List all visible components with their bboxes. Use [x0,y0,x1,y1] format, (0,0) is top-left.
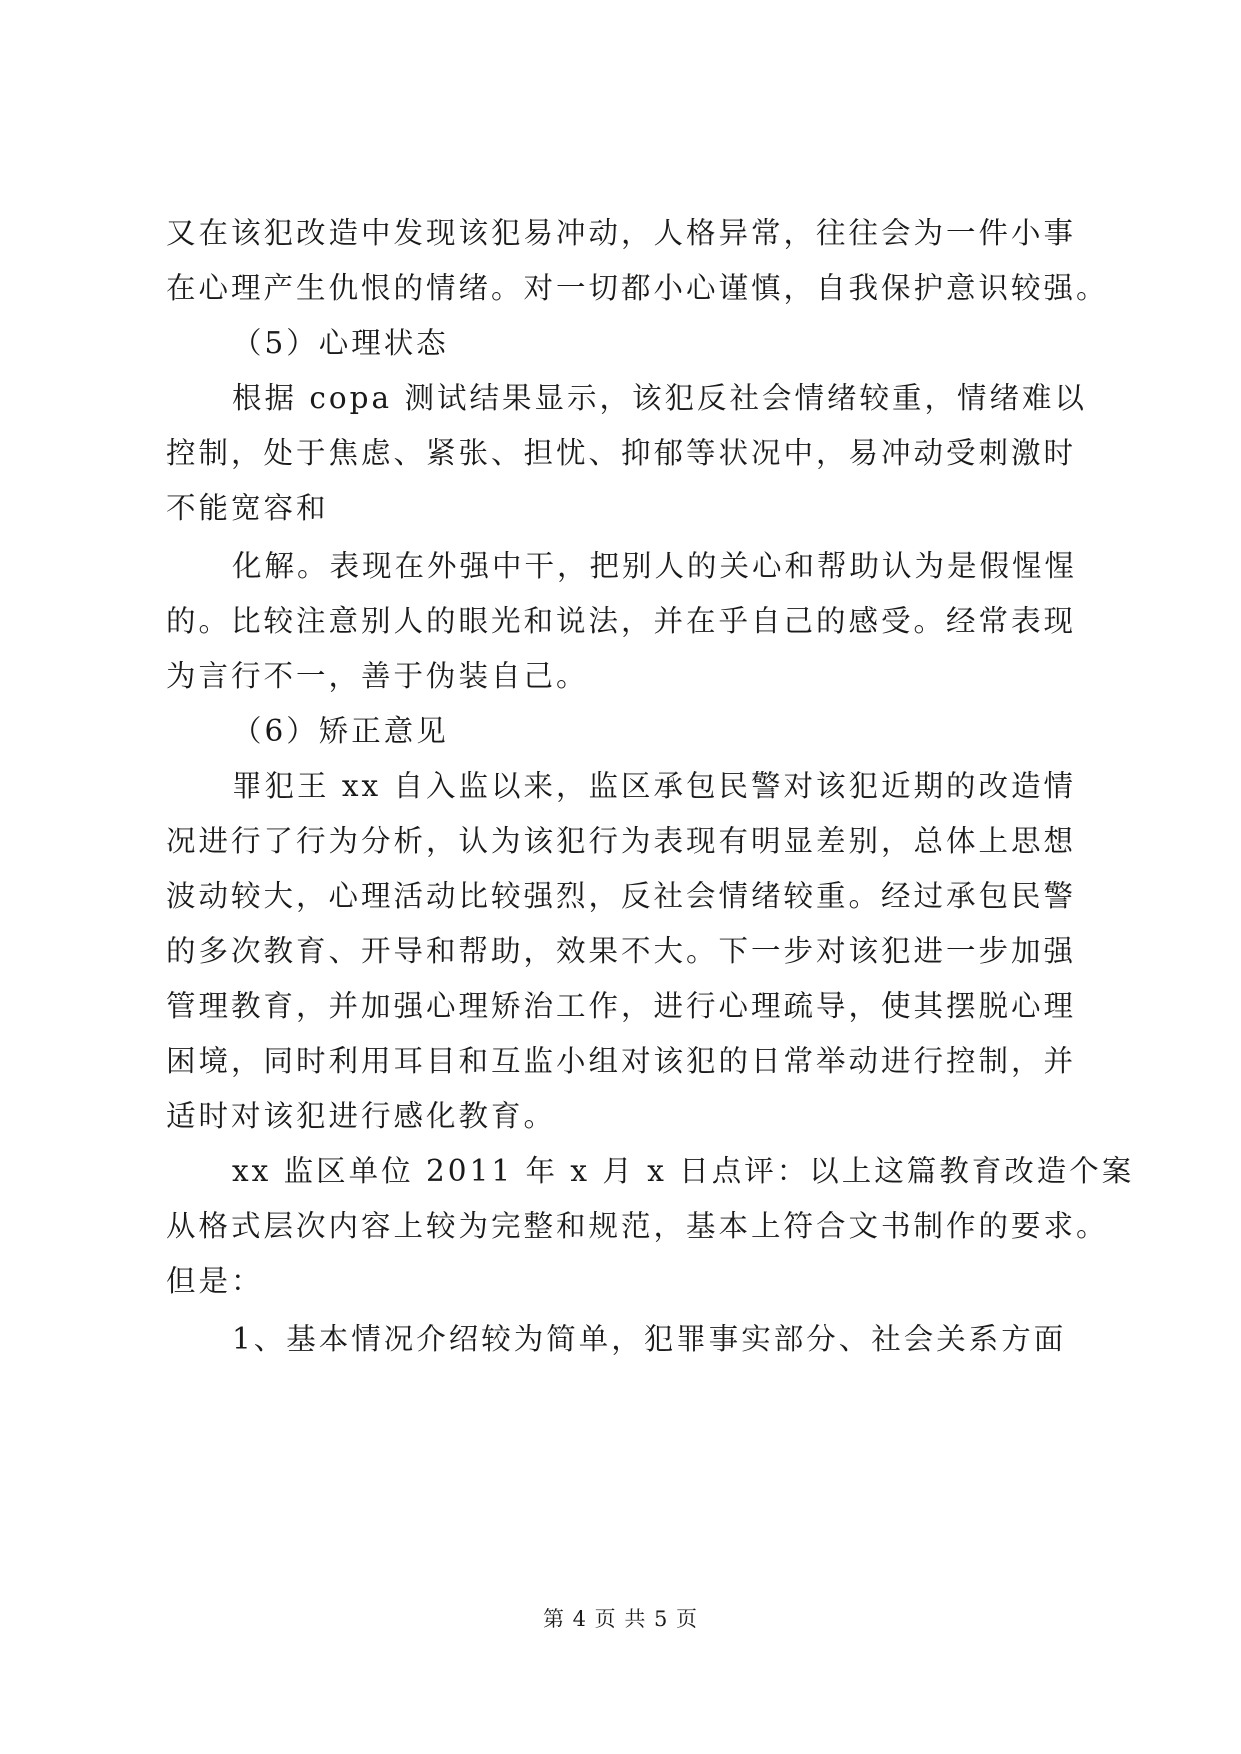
text-line: 况进行了行为分析，认为该犯行为表现有明显差别，总体上思想 [166,824,1077,858]
text-line: 但是： [166,1264,264,1298]
text-line: 1、基本情况介绍较为简单，犯罪事实部分、社会关系方面 [232,1322,1067,1356]
text-line: 为言行不一，善于伪装自己。 [166,659,589,693]
page-number-footer: 第 4 页 共 5 页 [542,1607,699,1631]
text-line: xx 监区单位 2011 年 x 月 x 日点评：以上这篇教育改造个案 [232,1154,1135,1188]
text-line: 从格式层次内容上较为完整和规范，基本上符合文书制作的要求。 [166,1209,1109,1243]
text-line: 罪犯王 xx 自入监以来，监区承包民警对该犯近期的改造情 [232,769,1077,803]
text-line: 又在该犯改造中发现该犯易冲动，人格异常，往往会为一件小事 [166,216,1077,250]
text-line: 困境，同时利用耳目和互监小组对该犯的日常举动进行控制，并 [166,1044,1077,1078]
text-line: 根据 copa 测试结果显示，该犯反社会情绪较重，情绪难以 [232,381,1088,415]
text-line: 波动较大，心理活动比较强烈，反社会情绪较重。经过承包民警 [166,879,1077,913]
text-line: 不能宽容和 [166,491,329,525]
text-line: 在心理产生仇恨的情绪。对一切都小心谨慎，自我保护意识较强。 [166,271,1109,305]
section-heading: （6）矫正意见 [232,714,449,748]
section-heading: （5）心理状态 [232,326,449,360]
text-line: 的。比较注意别人的眼光和说法，并在乎自己的感受。经常表现 [166,604,1077,638]
text-line: 化解。表现在外强中干，把别人的关心和帮助认为是假惺惺 [232,549,1078,583]
text-line: 控制，处于焦虑、紧张、担忧、抑郁等状况中，易冲动受刺激时 [166,436,1077,470]
text-line: 的多次教育、开导和帮助，效果不大。下一步对该犯进一步加强 [166,934,1077,968]
text-line: 管理教育，并加强心理矫治工作，进行心理疏导，使其摆脱心理 [166,989,1077,1023]
text-line: 适时对该犯进行感化教育。 [166,1099,557,1133]
